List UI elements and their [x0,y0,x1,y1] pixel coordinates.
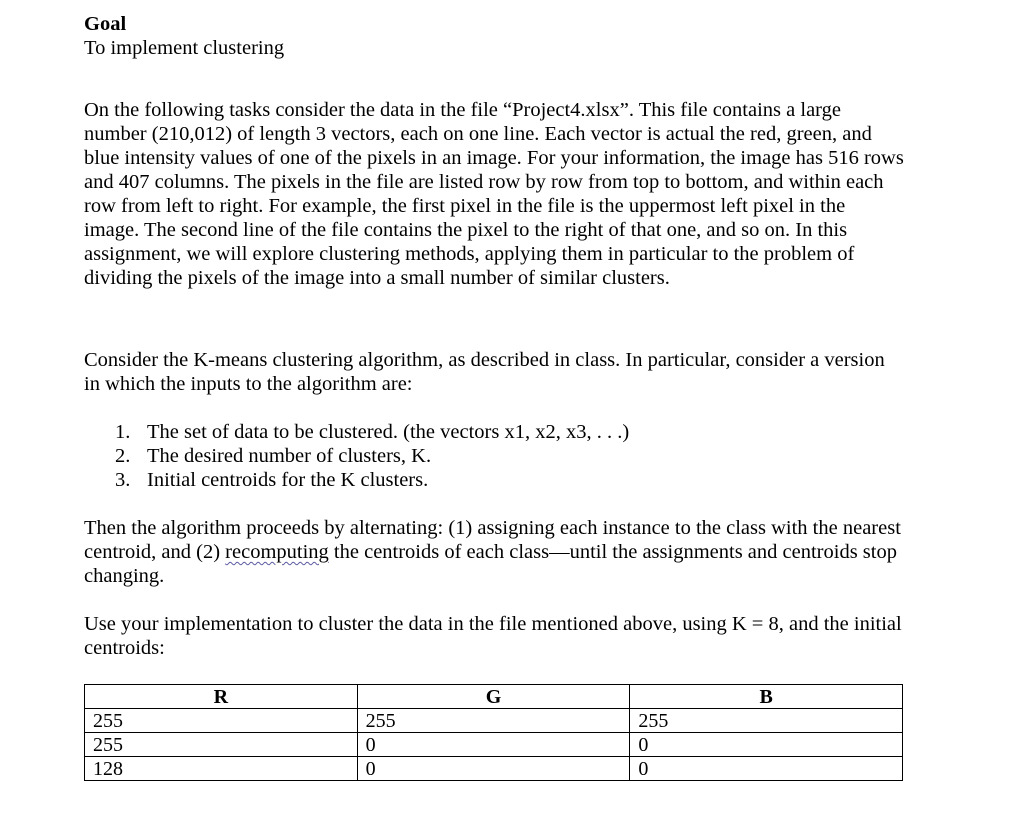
list-item-number: 1. [115,421,131,443]
table-cell: 255 [630,709,903,733]
table-cell: 0 [630,757,903,781]
goal-heading: Goal [84,13,127,35]
list-item [84,420,904,444]
list-item [84,444,904,468]
table-row [85,733,903,757]
list-item [84,468,904,492]
list-item-text: The desired number of clusters, K. [147,445,432,467]
column-header-b: B [630,685,903,709]
goal-text: To implement clustering [84,37,285,59]
table-cell: 255 [357,709,630,733]
list-item-number: 3. [115,469,131,491]
list-item-text: Initial centroids for the K clusters. [147,469,429,491]
table-cell: 128 [85,757,358,781]
list-item-text: The set of data to be clustered. (the vectors x1, x2, x3, . . .) [147,421,630,443]
spellcheck-flagged-word[interactable]: recomputing [225,541,329,563]
table-cell: 255 [85,709,358,733]
algorithm-text-end: the centroids of each class—until the assignments and centroids stop changing. [84,541,897,587]
column-header-g: G [357,685,630,709]
table-header-row [85,685,903,709]
table-row [85,757,903,781]
usage-paragraph: Use your implementation to cluster the data in the file mentioned above, using K = 8, and the initial centroids: [84,613,902,659]
algorithm-inputs-list [84,420,904,492]
intro-paragraph: On the following tasks consider the data in the file “Project4.xlsx”. This file contains a large number (210,012) of length 3 vectors, each on one line. Each vector is actual the red, green, and blue intensity values of one of the pixels in an image. For your information, the image has 516 rows and 407 columns. The pixels in the file are listed row by row from top to bottom, and within each row from left to right. For example, the first pixel in the file is the uppermost left pixel in the image. The second line of the file contains the pixel to the right of that one, and so on. In this assignment, we will explore clustering methods, applying them in particular to the problem of dividing the pixels of the image into a small number of similar clusters. [84,99,904,289]
table-row [85,709,903,733]
document-page [84,12,904,781]
table-cell: 0 [357,757,630,781]
initial-centroids-table [84,684,903,781]
kmeans-intro-paragraph: Consider the K-means clustering algorithm, as described in class. In particular, consider a version in which the inputs to the algorithm are: [84,349,885,395]
algorithm-paragraph [84,516,904,588]
table-cell: 0 [630,733,903,757]
algorithm-text-start: Then the algorithm proceeds by alternating: (1) assigning each instance to the class with the nearest centroid, and (2) [84,517,901,563]
column-header-r: R [85,685,358,709]
table-cell: 255 [85,733,358,757]
table-cell: 0 [357,733,630,757]
list-item-number: 2. [115,445,131,467]
